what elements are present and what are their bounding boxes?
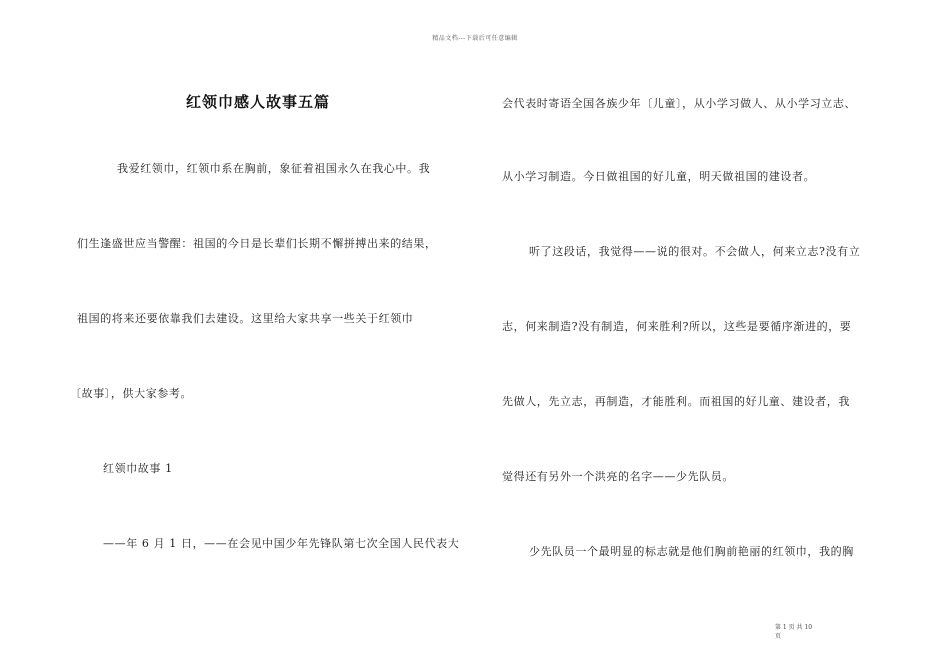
page-number: 第 1 页 共 10 [775, 624, 813, 631]
paragraph-line: 听了这段话，我觉得——说的很对。不会做人，何来立志?没有立 [529, 245, 861, 258]
document-title: 红领巾感人故事五篇 [186, 93, 331, 111]
page-footer [775, 623, 812, 641]
paragraph-line: 觉得还有另外一个洪亮的名字——少先队员。 [502, 470, 734, 483]
paragraph-line: 会代表时寄语全国各族少年〔儿童〕，从小学习做人、从小学习立志、 [502, 97, 857, 110]
paragraph-line: 〔故事〕，供大家参考。 [70, 387, 193, 400]
paragraph-line: ——年 6 月 1 日，——在会见中国少年先锋队第七次全国人民代表大 [103, 537, 460, 550]
paragraph-line: 祖国的将来还要依靠我们去建设。这里给大家共享一些关于红领巾 [77, 312, 414, 325]
paragraph-line: 志，何来制造?没有制造，何来胜利?所以，这些是要循序渐进的，要 [502, 320, 852, 333]
page-header: 精品文档---下载后可任意编辑 [432, 35, 518, 42]
paragraph-line: 少先队员一个最明显的标志就是他们胸前艳丽的红领巾，我的胸 [529, 545, 854, 558]
paragraph-line: 们生逢盛世应当警醒：祖国的今日是长辈们长期不懈拼搏出来的结果， [77, 237, 437, 250]
page-number-suffix: 页 [775, 633, 782, 640]
paragraph-line: 先做人，先立志，再制造，才能胜利。而祖国的好儿童、建设者，我 [502, 395, 850, 408]
paragraph-line: 从小学习制造。今日做祖国的好儿童，明天做祖国的建设者。 [502, 170, 816, 183]
section-heading: 红领巾故事 1 [103, 462, 173, 475]
paragraph-line: 我爱红领巾，红领巾系在胸前，象征着祖国永久在我心中。我 [117, 162, 431, 175]
